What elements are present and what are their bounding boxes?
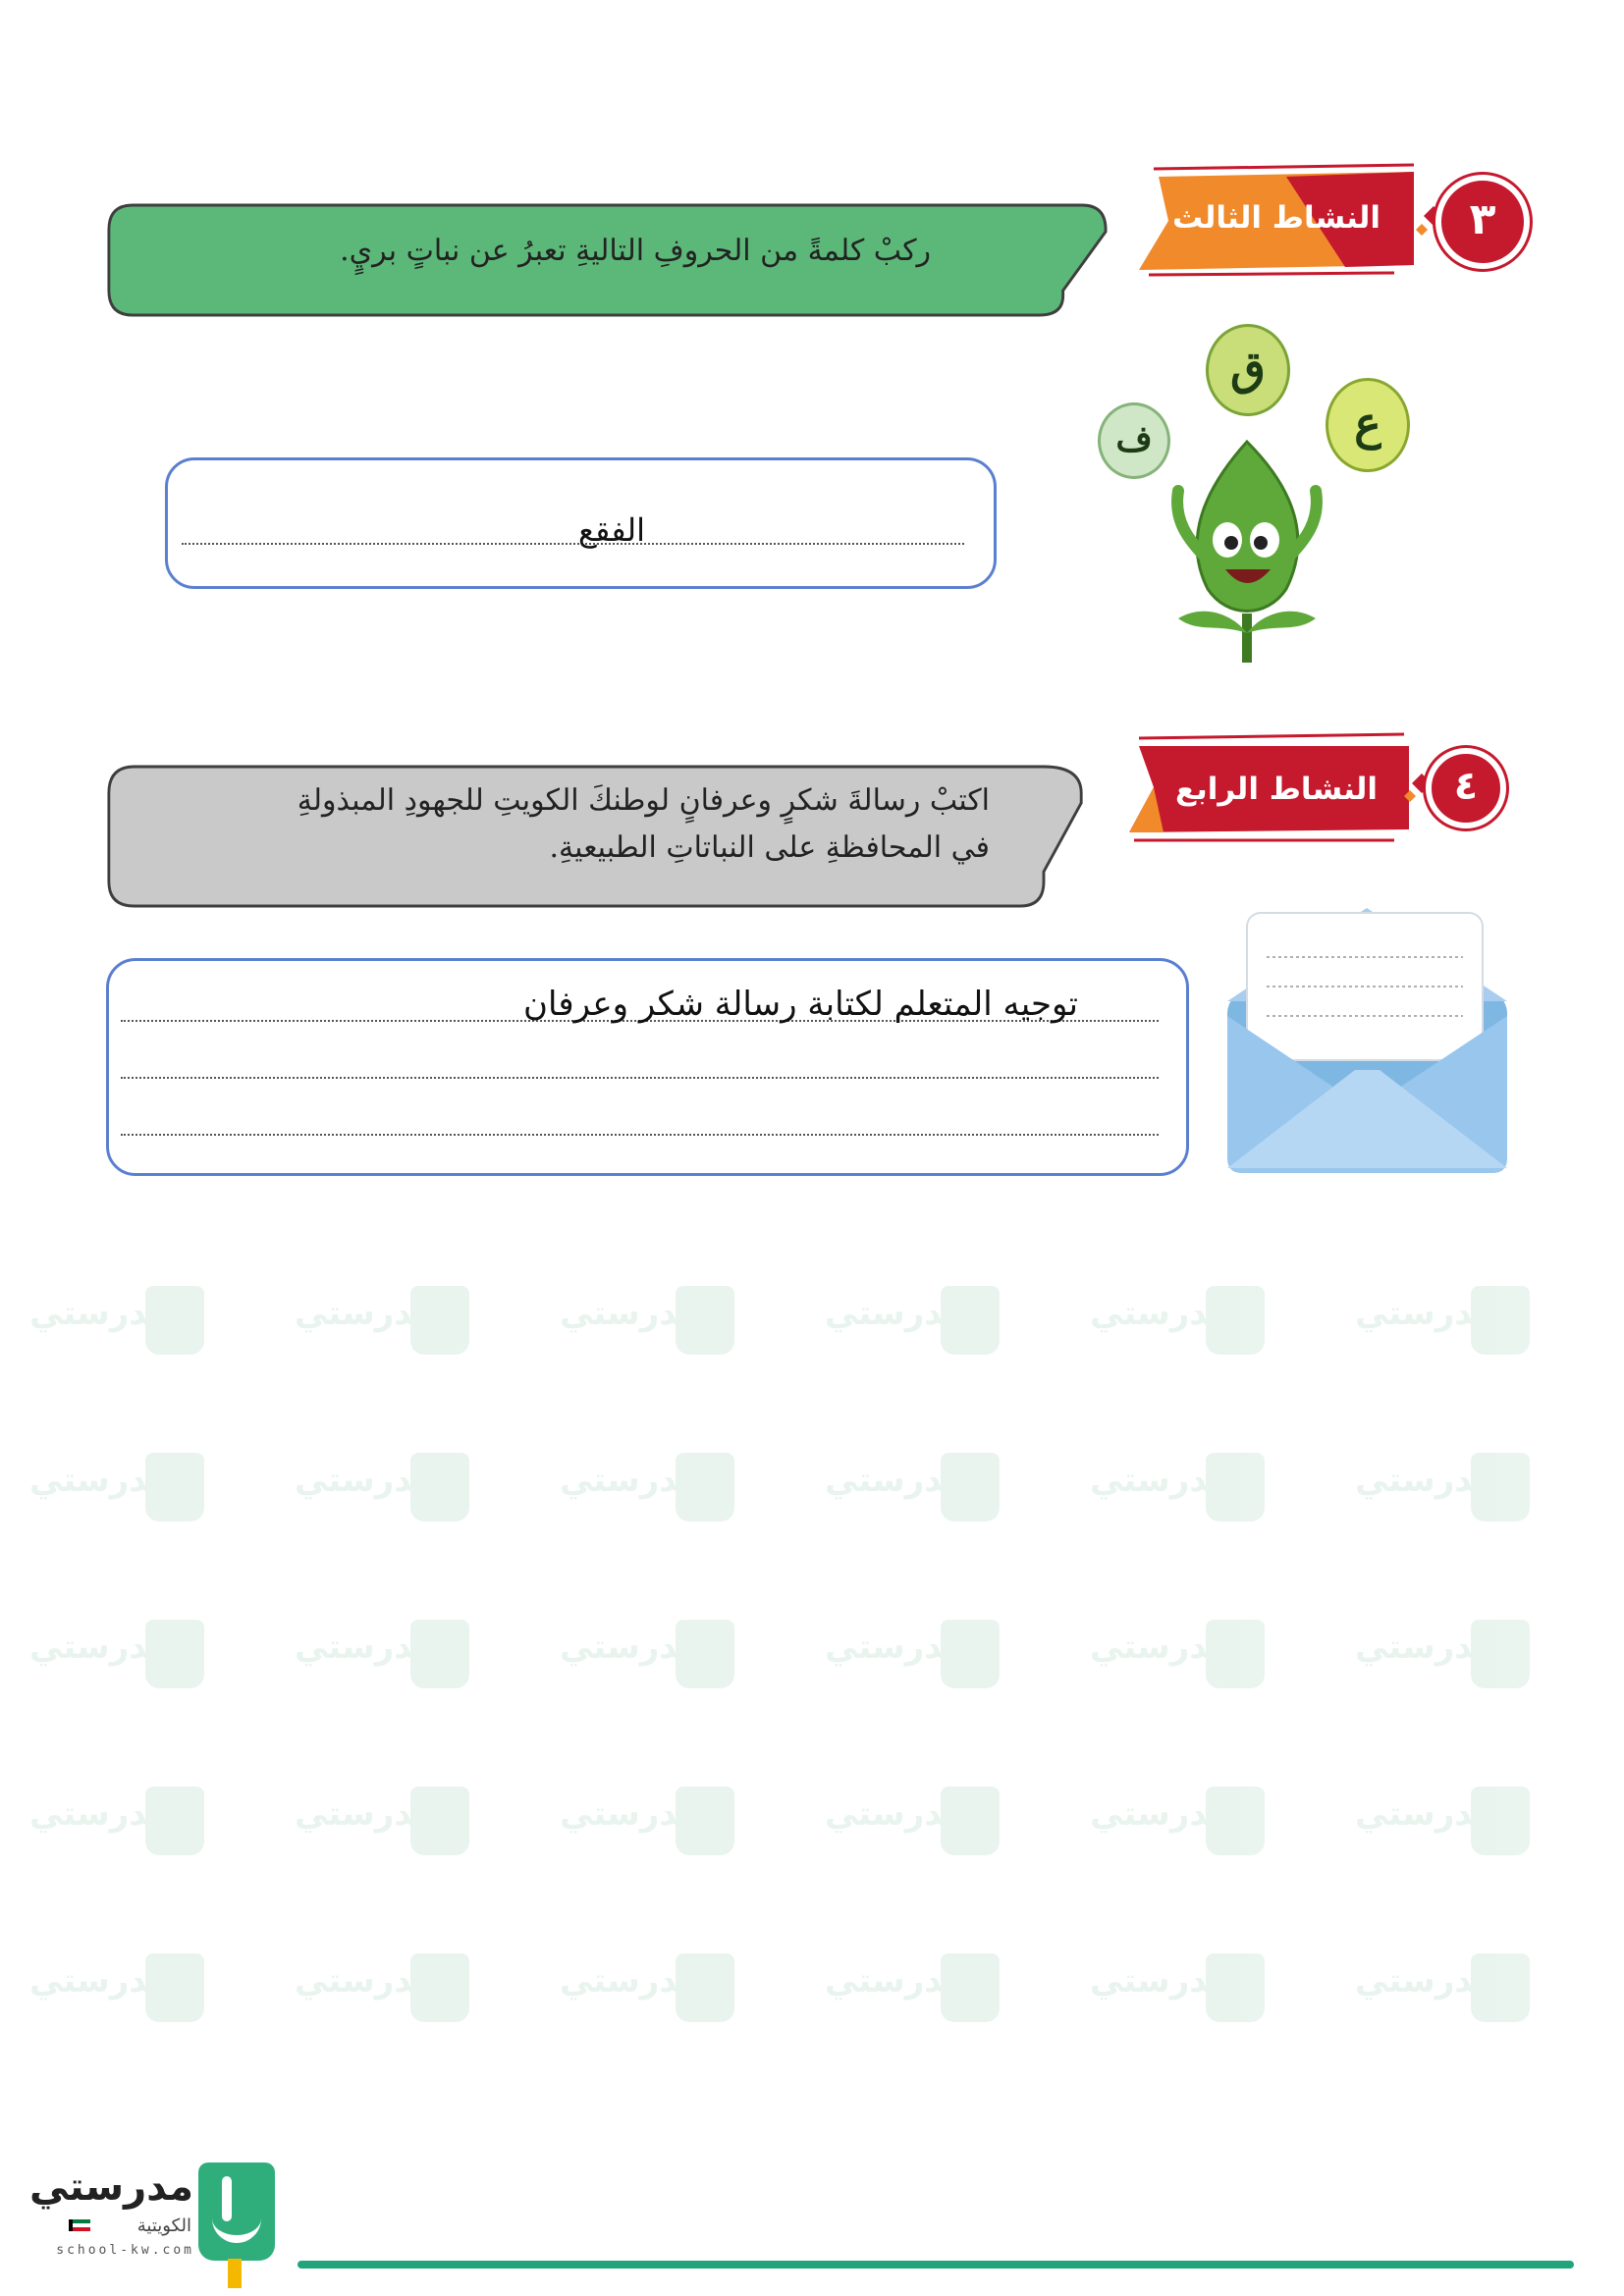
plant-mascot-image (1149, 432, 1345, 677)
answer-line-3 (121, 1134, 1159, 1136)
watermark-tile: مدرستي (1090, 1944, 1296, 2052)
watermark-tile: مدرستي (295, 1610, 501, 1718)
watermark-tile: مدرستي (295, 1944, 501, 2052)
activity-3-number: ٣ (1435, 175, 1530, 269)
watermark-tile: مدرستي (295, 1777, 501, 1885)
logo-shield-icon (198, 2163, 275, 2261)
watermark-tile: مدرستي (560, 1777, 766, 1885)
activity-3-title: النشاط الثالث (1171, 200, 1381, 236)
letter-ball-1: ق (1206, 324, 1290, 416)
logo-text: مدرستي (29, 2164, 194, 2210)
activity-3-answer: الفقع (578, 511, 646, 549)
answer-box-3[interactable] (165, 457, 997, 589)
activity-4-answer: توجيه المتعلم لكتابة رسالة شكر وعرفان (523, 985, 1078, 1024)
watermark-tile: مدرستي (1090, 1610, 1296, 1718)
activity-3-header (1119, 147, 1532, 285)
envelope-image (1218, 883, 1512, 1178)
logo-subtext: الكويتية (136, 2216, 191, 2236)
watermark-tile: مدرستي (295, 1443, 501, 1551)
letter-ball-3: ف (1098, 402, 1170, 479)
watermark-tile: مدرستي (825, 1443, 1031, 1551)
activity-4-title: النشاط الرابع (1174, 772, 1379, 807)
answer-line-2 (121, 1077, 1159, 1079)
activity-4-header (1110, 717, 1522, 854)
watermark-tile: مدرستي (1090, 1443, 1296, 1551)
letter-ball-2: ع (1326, 378, 1410, 472)
watermark-tile: مدرستي (825, 1610, 1031, 1718)
watermark-tile: مدرستي (560, 1944, 766, 2052)
logo-url: school-kw.com (56, 2243, 194, 2258)
watermark-tile: مدرستي (29, 1944, 236, 2052)
watermark-tile: مدرستي (295, 1276, 501, 1384)
instruction-bubble-3 (106, 202, 1108, 320)
kuwait-flag-icon (69, 2219, 90, 2231)
answer-line (182, 543, 964, 545)
watermark-tile: مدرستي (1355, 1610, 1561, 1718)
footer-logo (29, 2155, 285, 2282)
watermark-tile: مدرستي (29, 1777, 236, 1885)
watermark-tile: مدرستي (1090, 1276, 1296, 1384)
watermark-tile: مدرستي (825, 1944, 1031, 2052)
watermark-tile: مدرستي (29, 1610, 236, 1718)
watermark-tile: مدرستي (1355, 1443, 1561, 1551)
watermark-tile: مدرستي (560, 1610, 766, 1718)
watermark-tile: مدرستي (29, 1443, 236, 1551)
watermark-tile: مدرستي (1355, 1777, 1561, 1885)
activity-4-instruction-line2: في المحافظةِ على النباتاتِ الطبيعيةِ. (549, 830, 990, 865)
watermark-tile: مدرستي (1355, 1944, 1561, 2052)
watermark-tile: مدرستي (1355, 1276, 1561, 1384)
activity-3-instruction: ركبْ كلمةً من الحروفِ التاليةِ تعبرُ عن نباتٍ بريٍ. (340, 234, 931, 268)
watermark-tile: مدرستي (560, 1443, 766, 1551)
watermark-tile: مدرستي (560, 1276, 766, 1384)
watermark-tile: مدرستي (1090, 1777, 1296, 1885)
footer-line (298, 2261, 1574, 2269)
answer-box-4[interactable] (106, 958, 1189, 1176)
activity-4-instruction-line1: اكتبْ رسالةَ شكرٍ وعرفانٍ لوطنكَ الكويتِ للجهودِ المبذولةِ (297, 783, 990, 818)
watermark-tile: مدرستي (825, 1276, 1031, 1384)
watermark-tile: مدرستي (825, 1777, 1031, 1885)
instruction-bubble-4 (106, 764, 1088, 911)
watermark-tile: مدرستي (29, 1276, 236, 1384)
activity-4-number: ٤ (1426, 748, 1506, 828)
